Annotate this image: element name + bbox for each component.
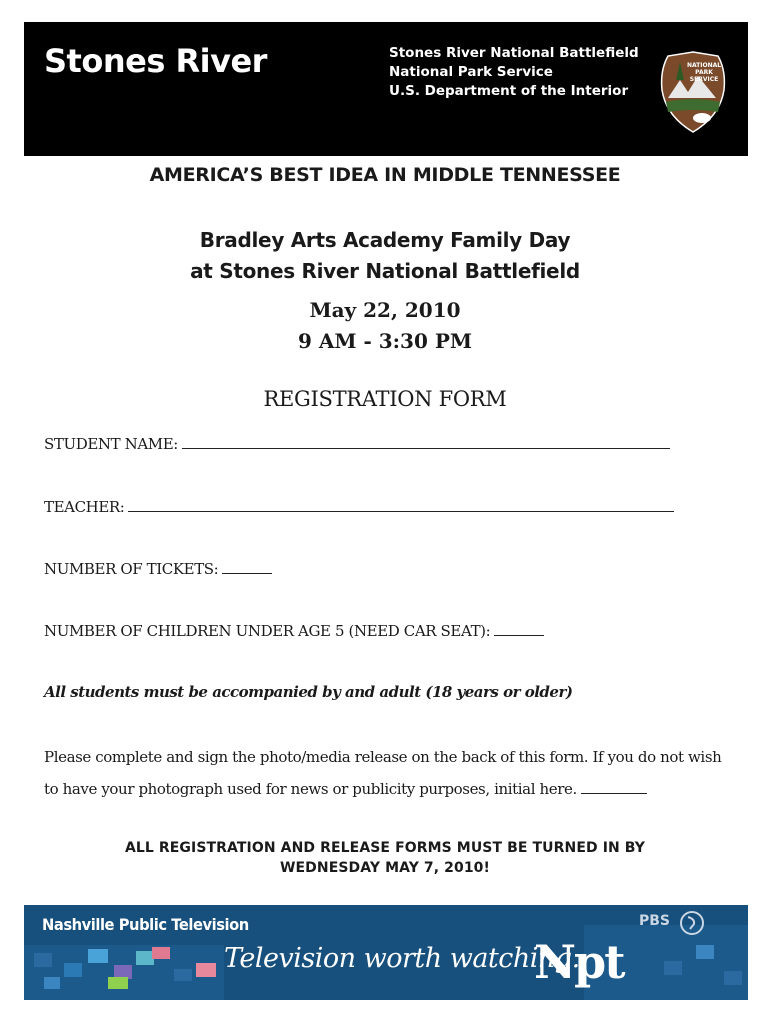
nps-arrowhead-logo xyxy=(658,50,728,134)
agency-block xyxy=(389,44,639,101)
agency-line-department: U.S. Department of the Interior xyxy=(389,83,629,99)
tickets-field xyxy=(44,559,272,578)
agency-line-park: Stones River National Battlefield xyxy=(389,45,639,61)
event-title-line1: Bradley Arts Academy Family Day xyxy=(199,228,571,252)
tickets-label: NUMBER OF TICKETS: xyxy=(44,560,219,578)
agency-line-service: National Park Service xyxy=(389,64,553,80)
park-name: Stones River xyxy=(44,42,267,80)
event-time: 9 AM - 3:30 PM xyxy=(297,329,473,353)
station-name: Nashville Public Television xyxy=(42,915,249,934)
children-field xyxy=(44,621,544,640)
tagline: AMERICA’S BEST IDEA IN MIDDLE TENNESSEE xyxy=(149,164,621,186)
npt-logo: Npt xyxy=(534,935,624,989)
event-day: May 22, 2010 xyxy=(309,298,461,322)
deadline-line1: ALL REGISTRATION AND RELEASE FORMS MUST BE TURNED IN BY xyxy=(124,840,646,856)
npt-banner xyxy=(24,905,748,1000)
deadline-notice xyxy=(0,838,770,878)
form-title: REGISTRATION FORM xyxy=(263,387,507,411)
children-label: NUMBER OF CHILDREN UNDER AGE 5 (NEED CAR SEAT): xyxy=(44,622,491,640)
release-text: Please complete and sign the photo/media release on the back of this form. If you do not wish to have your photograph used for news or publicity purposes, initial here. xyxy=(44,748,722,798)
student-name-label: STUDENT NAME: xyxy=(44,435,178,453)
children-line[interactable] xyxy=(494,621,544,636)
pbs-head-icon xyxy=(680,911,704,935)
tickets-line[interactable] xyxy=(222,559,272,574)
teacher-label: TEACHER: xyxy=(44,498,125,516)
student-name-line[interactable] xyxy=(182,434,670,449)
pbs-label: PBS xyxy=(639,913,671,929)
student-name-field xyxy=(44,434,670,453)
logo-text-park: PARK xyxy=(695,69,713,76)
deadline-line2: WEDNESDAY MAY 7, 2010! xyxy=(279,860,491,876)
teacher-line[interactable] xyxy=(128,497,674,512)
accompaniment-note: All students must be accompanied by and adult (18 years or older) xyxy=(44,683,573,701)
station-slogan: Television worth watching. xyxy=(224,943,580,974)
teacher-field xyxy=(44,497,674,516)
event-title xyxy=(0,225,770,287)
header-bar xyxy=(24,22,748,156)
event-date xyxy=(0,295,770,357)
event-title-line2: at Stones River National Battlefield xyxy=(190,259,580,283)
logo-text-service: SERVICE xyxy=(689,76,719,83)
release-paragraph xyxy=(44,741,734,805)
logo-text-national: NATIONAL xyxy=(686,62,722,69)
initial-line[interactable] xyxy=(581,779,647,794)
